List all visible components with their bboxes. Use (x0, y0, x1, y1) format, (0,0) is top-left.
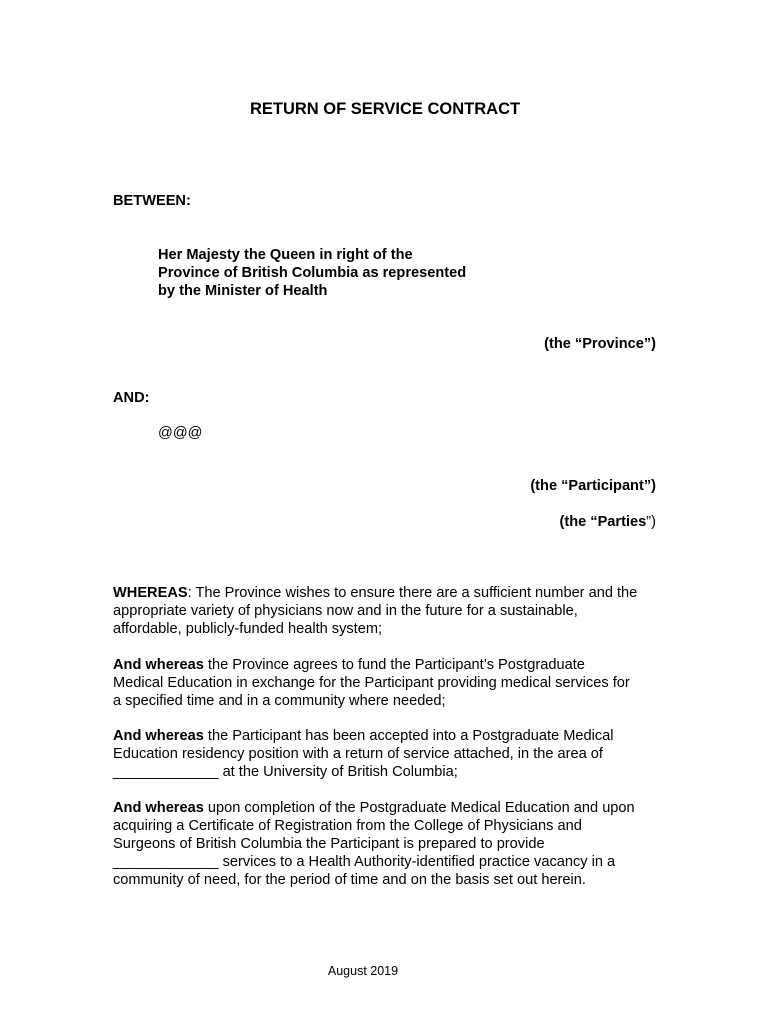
recital-line: : The Province wishes to ensure there are a sufficient number and the (187, 585, 638, 601)
recital-line: appropriate variety of physicians now and in the future for a sustainable, (113, 603, 578, 619)
recital-line: _____________ at the University of British Columbia; (113, 764, 458, 780)
participant-placeholder: @@@ (158, 425, 203, 441)
recital-line: acquiring a Certificate of Registration from the College of Physicians and (113, 818, 582, 834)
province-party-line: Province of British Columbia as represented (158, 265, 467, 281)
recital-lead: And whereas (113, 657, 204, 673)
recital-lead: And whereas (113, 800, 204, 816)
and-label: AND: (113, 390, 150, 406)
parties-word: Parties (597, 514, 647, 530)
recital-line: the Province agrees to fund the Participant’s Postgraduate (203, 657, 585, 673)
parties-designation (559, 513, 656, 531)
recital-line: affordable, publicly-funded health system; (113, 621, 383, 637)
recital-lead: And whereas (113, 728, 204, 744)
recital-line: Surgeons of British Columbia the Participant is prepared to provide (113, 836, 545, 852)
province-party-line: Her Majesty the Queen in right of the (158, 247, 413, 263)
recital-lead: WHEREAS (113, 585, 188, 601)
document-title: RETURN OF SERVICE CONTRACT (249, 100, 521, 118)
province-party-line: by the Minister of Health (158, 283, 328, 299)
province-party-block (158, 246, 466, 300)
recital-whereas-4 (113, 799, 673, 889)
recital-line: the Participant has been accepted into a Postgraduate Medical (203, 728, 614, 744)
recital-whereas-1 (113, 584, 673, 638)
recital-line: a specified time and in a community where needed; (113, 693, 446, 709)
parties-close: ”) (646, 514, 656, 530)
between-label: BETWEEN: (113, 193, 191, 209)
parties-open: (the “ (559, 514, 598, 530)
footer-date: August 2019 (327, 964, 399, 978)
recital-whereas-3 (113, 727, 673, 781)
recital-line: upon completion of the Postgraduate Medical Education and upon (203, 800, 635, 816)
recital-whereas-2 (113, 656, 673, 710)
province-designation: (the “Province”) (544, 336, 656, 352)
recital-line: community of need, for the period of time and on the basis set out herein. (113, 872, 586, 888)
recital-line: Medical Education in exchange for the Participant providing medical services for (113, 675, 630, 691)
participant-designation: (the “Participant”) (530, 478, 656, 494)
recital-line: Education residency position with a return of service attached, in the area of (113, 746, 603, 762)
recital-line: _____________ services to a Health Authority-identified practice vacancy in a (113, 854, 616, 870)
